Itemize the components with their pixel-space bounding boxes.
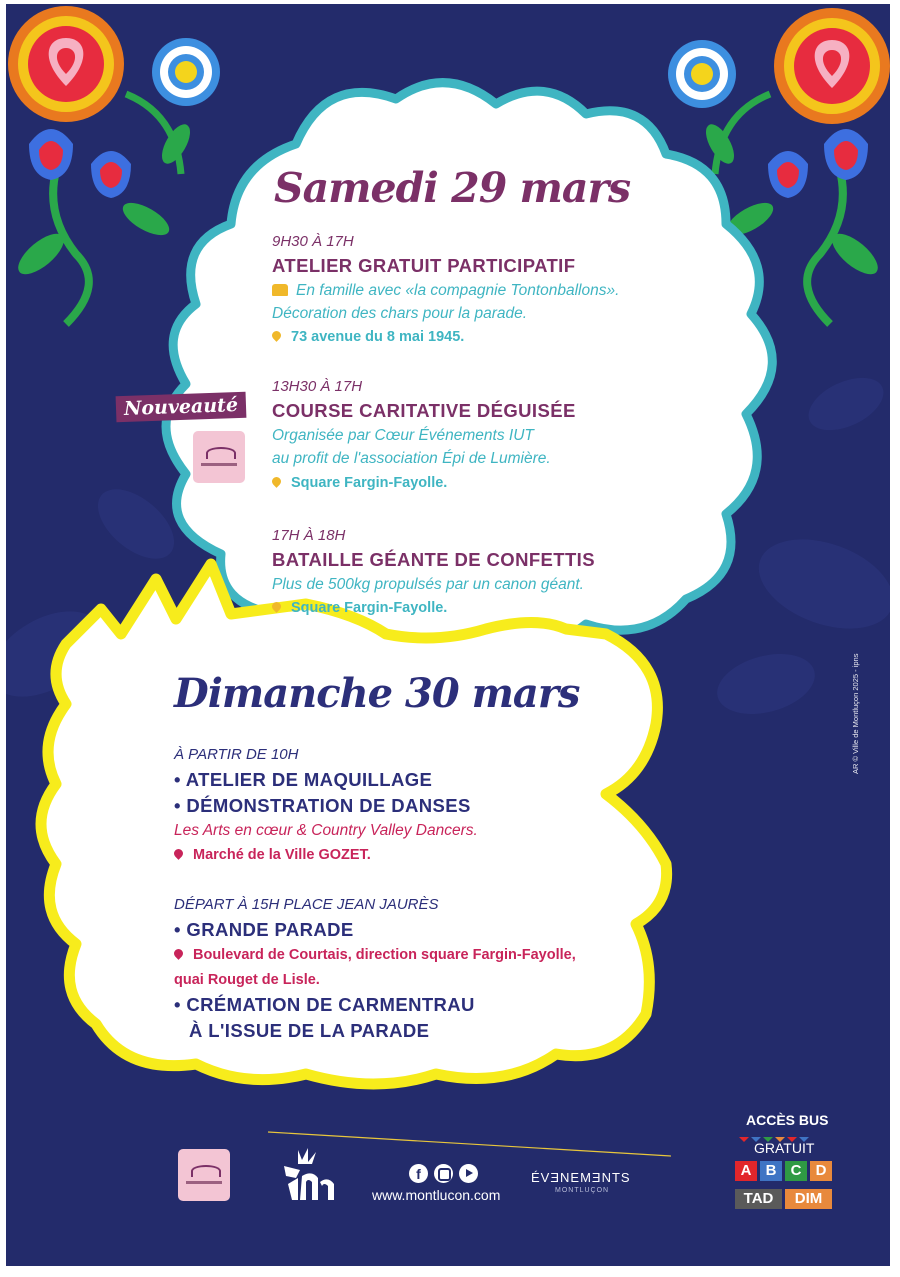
social-icons	[409, 1164, 478, 1183]
bus-triangles	[739, 1130, 819, 1134]
event-3-address	[272, 600, 447, 616]
evenements-logo: ÉVƎNEMƎNTS	[531, 1170, 631, 1185]
sunday-item-cremation-line1: • CRÉMATION DE CARMENTRAU	[174, 994, 475, 1015]
event-3-address-text: Square Fargin-Fayolle.	[291, 600, 448, 616]
location-pin-icon	[270, 600, 283, 613]
event-2-time: 13H30 À 17H	[272, 378, 363, 395]
location-pin-icon	[270, 475, 283, 488]
event-1-desc-line1	[272, 282, 619, 300]
sunday-item-parade: • GRANDE PARADE	[174, 919, 354, 940]
event-1-heading: ATELIER GRATUIT PARTICIPATIF	[272, 255, 576, 276]
sunday-item-cremation-line2: À L'ISSUE DE LA PARADE	[189, 1020, 430, 1041]
event-1-desc-line2: Décoration des chars pour la parade.	[272, 305, 528, 322]
bus-dim: DIM	[785, 1189, 832, 1209]
bus-line-a: A	[735, 1161, 757, 1181]
bus-line-c: C	[785, 1161, 807, 1181]
sunday-dances-desc: Les Arts en cœur & Country Valley Dancers.	[174, 822, 478, 839]
event-3-heading: BATAILLE GÉANTE DE CONFETTIS	[272, 549, 595, 570]
event-2-desc-line1: Organisée par Cœur Événements IUT	[272, 427, 534, 444]
sunday-item-makeup: • ATELIER DE MAQUILLAGE	[174, 769, 433, 790]
bus-free-label: GRATUIT	[754, 1140, 815, 1156]
sunday-parade-address-line1	[174, 947, 576, 963]
event-2-heading: COURSE CARITATIVE DÉGUISÉE	[272, 400, 576, 421]
new-badge-text: Nouveauté	[123, 394, 239, 420]
bus-line-d: D	[810, 1161, 832, 1181]
sunday-dances-address	[174, 847, 371, 863]
event-1-address	[272, 329, 464, 345]
copyright-credit: AR © Ville de Montluçon 2025 - ipns	[851, 653, 860, 774]
sunday-block2-time: DÉPART À 15H PLACE JEAN JAURÈS	[174, 896, 439, 913]
new-badge	[116, 392, 247, 423]
event-1-time: 9H30 À 17H	[272, 233, 354, 250]
event-1-desc1-text: En famille avec «la compagnie Tontonballons».	[296, 282, 620, 299]
bus-tad: TAD	[735, 1189, 782, 1209]
sunday-item-dances: • DÉMONSTRATION DE DANSES	[174, 795, 471, 816]
sunday-parade-address1-text: Boulevard de Courtais, direction square Fargin-Fayolle,	[193, 947, 576, 963]
family-icon	[272, 284, 288, 296]
location-pin-icon	[172, 847, 185, 860]
youtube-icon[interactable]	[459, 1164, 478, 1183]
montlucon-city-logo	[278, 1144, 340, 1206]
evenements-logo-sub: MONTLUÇON	[555, 1187, 610, 1194]
event-1-address-text: 73 avenue du 8 mai 1945.	[291, 329, 465, 345]
sunday-block1-time: À PARTIR DE 10H	[174, 746, 299, 763]
sunday-dances-address-text: Marché de la Ville GOZET.	[193, 847, 371, 863]
sunday-parade-address-line2: quai Rouget de Lisle.	[174, 972, 320, 988]
saturday-title: Samedi 29 mars	[274, 164, 631, 212]
sunday-title: Dimanche 30 mars	[174, 670, 580, 717]
facebook-icon[interactable]: f	[409, 1164, 428, 1183]
instagram-icon[interactable]	[434, 1164, 453, 1183]
website-link[interactable]: www.montlucon.com	[372, 1187, 501, 1203]
poster	[6, 4, 890, 1266]
bus-line-b: B	[760, 1161, 782, 1181]
coeur-evenements-footer-logo	[178, 1149, 230, 1201]
location-pin-icon	[172, 947, 185, 960]
event-2-address	[272, 475, 447, 491]
coeur-evenements-logo	[193, 431, 245, 483]
location-pin-icon	[270, 329, 283, 342]
event-2-desc-line2: au profit de l'association Épi de Lumière.	[272, 450, 551, 467]
event-2-address-text: Square Fargin-Fayolle.	[291, 475, 448, 491]
event-3-desc: Plus de 500kg propulsés par un canon géant.	[272, 576, 584, 593]
event-3-time: 17H À 18H	[272, 527, 346, 544]
bus-access-title: ACCÈS BUS	[746, 1112, 829, 1128]
